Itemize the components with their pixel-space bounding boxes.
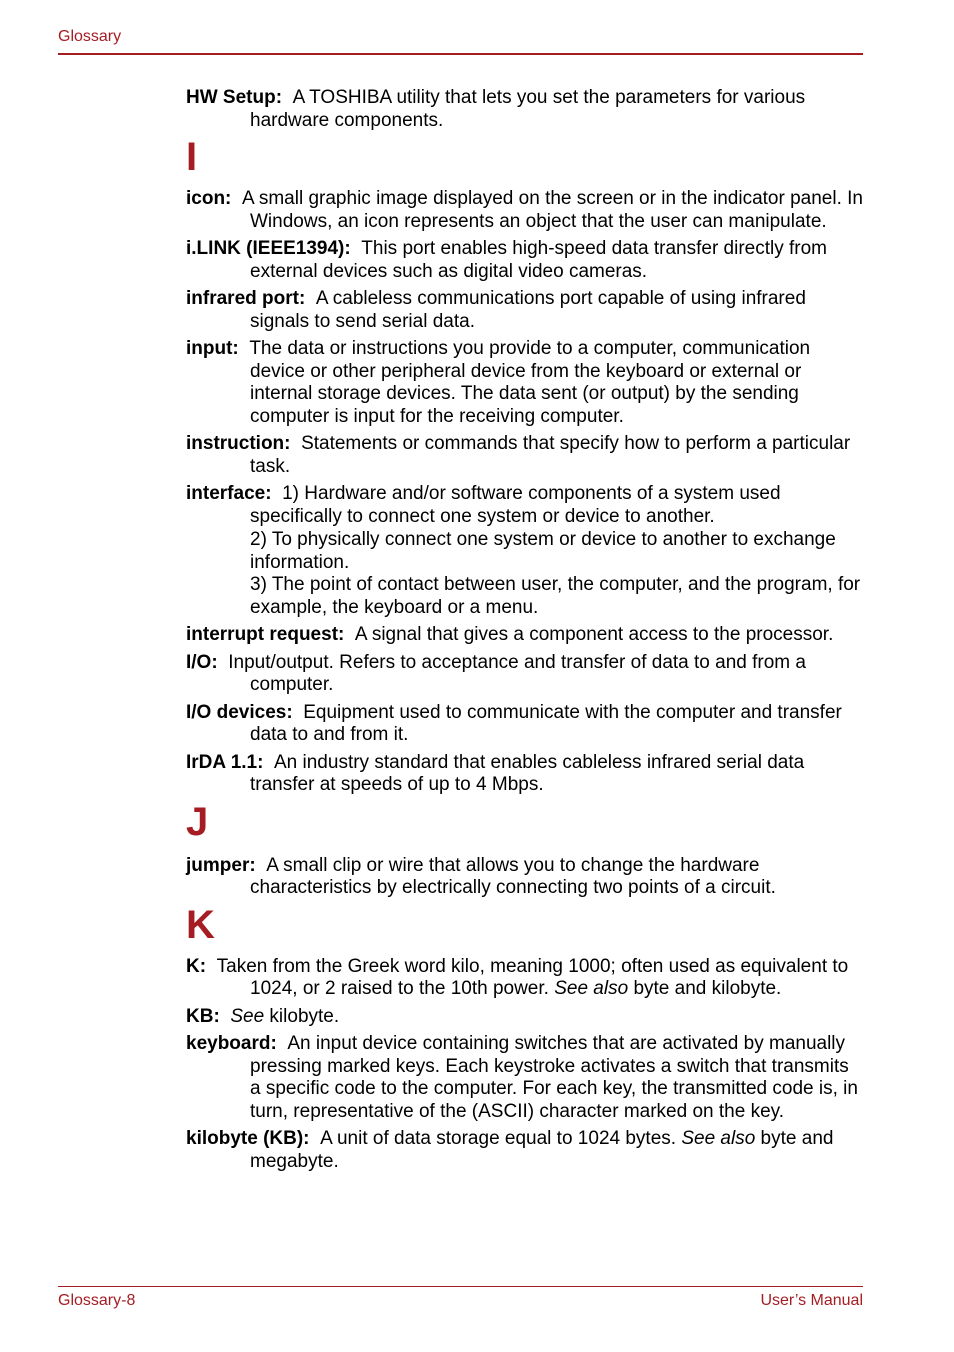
glossary-entry [186,702,863,747]
glossary-definition: 1) Hardware and/or software components of a system used specifically to connect one system or device to another. 2) To physically connect one system or device to another to exchange information. 3) The point of contact between user, the computer, and the program, for example, the keyboard or a menu. [250,483,861,618]
section-letter-heading: J [186,799,209,844]
glossary-entry [186,338,863,429]
glossary-term: input: [186,338,239,359]
glossary-entry [186,624,863,647]
glossary-definition: See also [554,978,629,1000]
glossary-definition: This port enables high-speed data transfer directly from external devices such as digital video cameras. [250,238,828,282]
glossary-term: I/O devices: [186,701,293,723]
glossary-definition: The data or instructions you provide to a computer, communication device or other peripheral device from the keyboard or external or internal storage devices. The data sent (or output) by the sending computer is input for the receiving computer. [249,338,811,428]
glossary-definition: byte and kilobyte. [628,978,782,1000]
glossary-term: interrupt request: [186,624,345,646]
glossary-term: i.LINK (IEEE1394): [186,238,351,259]
glossary-definition: See also [681,1128,756,1150]
glossary-definition: An input device containing switches that are activated by manually pressing marked keys. Each keystroke activates a switch that transmits a specific code to the computer. For each key, the transmitted code is, in turn, representative of the (ASCII) character marked on the key. [250,1032,858,1122]
glossary-entry [186,752,863,797]
footer-page-number: Glossary-8 [58,1292,136,1309]
glossary-definition: See [230,1005,265,1027]
glossary-term: IrDA 1.1: [186,751,264,773]
glossary-definition: A cableless communications port capable of using infrared signals to send serial data. [250,288,806,332]
glossary-definition: Taken from the Greek word kilo, meaning 1000; often used as equivalent to 1024, or 2 raised to the 10th power. [216,955,849,1000]
glossary-entry [186,652,863,697]
glossary-term: infrared port: [186,288,306,309]
header-rule [58,53,863,55]
glossary-term: I/O: [186,651,218,673]
glossary-term: icon: [186,188,232,209]
glossary-entry [186,87,863,132]
glossary-entry [186,1033,863,1124]
glossary-term: K: [186,955,207,977]
glossary-term: jumper: [186,854,256,876]
glossary-term: interface: [186,483,272,505]
footer-rule [58,1286,863,1287]
glossary-definition: Input/output. Refers to acceptance and transfer of data to and from a computer. [228,651,806,696]
glossary-term: keyboard: [186,1032,277,1054]
glossary-entry [186,433,863,478]
glossary-entry [186,1128,863,1173]
glossary-term: KB: [186,1005,220,1027]
glossary-definition: A unit of data storage equal to 1024 bytes. [320,1128,682,1150]
glossary-term: kilobyte (KB): [186,1128,310,1150]
glossary-entry [186,956,863,1001]
header-section-title: Glossary [58,28,122,45]
glossary-entry [186,288,863,333]
glossary-entry [186,483,863,619]
section-letter-heading: K [186,902,215,947]
glossary-definition: Statements or commands that specify how to perform a particular task. [250,433,851,478]
footer-manual-title: User’s Manual [760,1292,863,1309]
glossary-term: instruction: [186,433,291,455]
glossary-definition: byte and megabyte. [250,1128,834,1172]
glossary-definition: A TOSHIBA utility that lets you set the parameters for various hardware components. [250,87,806,131]
glossary-definition: A small clip or wire that allows you to change the hardware characteristics by electrically connecting two points of a circuit. [250,854,776,899]
glossary-definition: Equipment used to communicate with the computer and transfer data to and from it. [250,701,842,746]
section-letter-heading: I [186,135,198,179]
glossary-definition: An industry standard that enables cableless infrared serial data transfer at speeds of up to 4 Mbps. [250,751,805,796]
glossary-definition: kilobyte. [264,1005,340,1027]
glossary-entry [186,188,863,233]
glossary-content [186,87,863,1178]
glossary-definition: A signal that gives a component access to the processor. [354,624,834,646]
glossary-entry [186,238,863,283]
glossary-entry [186,1006,863,1029]
glossary-entry [186,855,863,900]
glossary-term: HW Setup: [186,87,283,108]
glossary-definition: A small graphic image displayed on the screen or in the indicator panel. In Windows, an icon represents an object that the user can manipulate. [241,188,863,232]
